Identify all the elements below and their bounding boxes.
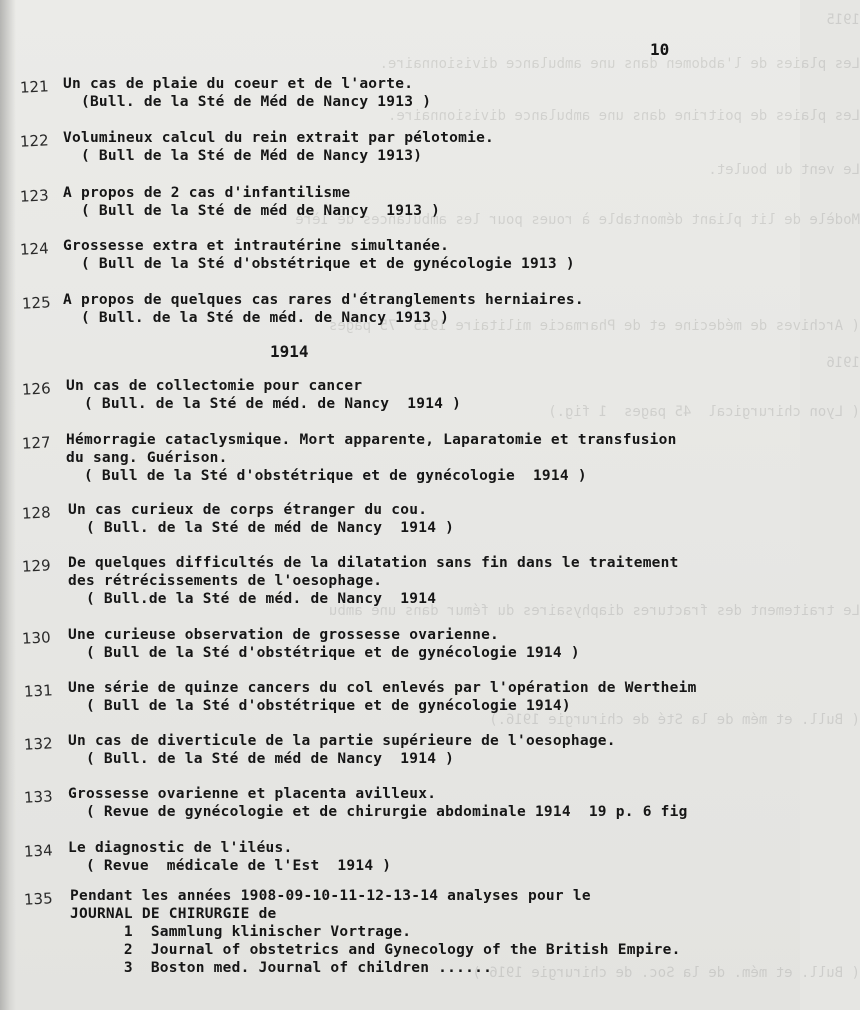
entry-title: A propos de quelques cas rares d'étranglements herniaires. xyxy=(63,292,584,308)
entry-number: 132 xyxy=(23,734,54,754)
bleed-through-text: ( Bull. et mém. de la Soc. de chirurgie 1916 ) xyxy=(472,965,860,981)
entry-title: Pendant les années 1908-09-10-11-12-13-14 analyses pour le xyxy=(70,888,591,904)
entry-line: des rétrécissements de l'oesophage. xyxy=(68,573,383,589)
bleed-through-text: Les plaies de l'abdomen dans une ambulance divisionnaire. xyxy=(379,56,860,72)
entry-number: 127 xyxy=(21,433,52,453)
bleed-through-text: Le traitement des fractures diaphysaires du fémur dans une ambu xyxy=(328,603,860,619)
entry-line: ( Bull. de la Sté de méd. de Nancy 1914 ) xyxy=(66,396,462,412)
entry-title: Une curieuse observation de grossesse ovarienne. xyxy=(68,627,500,643)
bleed-through-text: 1915 xyxy=(826,12,860,28)
entry-number: 123 xyxy=(19,186,50,206)
entry-title: De quelques difficultés de la dilatation sans fin dans le traitement xyxy=(68,555,679,571)
entry-line: 3 Boston med. Journal of children ...... xyxy=(70,960,493,976)
entry-line: ( Revue de gynécologie et de chirurgie abdominale 1914 19 p. 6 fig xyxy=(68,804,688,820)
entry-line: ( Bull. de la Sté de méd. de Nancy 1913 ) xyxy=(63,310,450,326)
entry-line: du sang. Guérison. xyxy=(66,450,228,466)
entry-number: 128 xyxy=(21,503,52,523)
entry-line: ( Bull. de la Sté de méd de Nancy 1914 ) xyxy=(68,751,455,767)
entry-number: 135 xyxy=(23,889,54,909)
entry-title: Un cas de diverticule de la partie supérieure de l'oesophage. xyxy=(68,733,616,749)
entry-line: ( Bull de la Sté d'obstétrique et de gynécologie 1914 ) xyxy=(68,645,580,661)
entry-line: JOURNAL DE CHIRURGIE de xyxy=(70,906,277,922)
entry-number: 133 xyxy=(23,787,54,807)
entry-number: 134 xyxy=(23,841,54,861)
entry-title: Une série de quinze cancers du col enlevés par l'opération de Wertheim xyxy=(68,680,697,696)
entry-line: (Bull. de la Sté de Méd de Nancy 1913 ) xyxy=(63,94,432,110)
entry-line: ( Bull de la Sté de Méd de Nancy 1913) xyxy=(63,148,423,164)
entry-title: A propos de 2 cas d'infantilisme xyxy=(63,185,351,201)
entry-line: ( Bull.de la Sté de méd. de Nancy 1914 xyxy=(68,591,437,607)
entry-number: 121 xyxy=(19,77,50,97)
entry-title: Le diagnostic de l'iléus. xyxy=(68,840,293,856)
entry-line: ( Bull de la Sté d'obstétrique et de gynécologie 1914 ) xyxy=(66,468,587,484)
entry-title: Un cas de collectomie pour cancer xyxy=(66,378,363,394)
bleed-through-text: Les plaies de poitrine dans une ambulance divisionnaire. xyxy=(387,108,860,124)
bleed-through-text: 1916 xyxy=(826,355,860,371)
entry-number: 125 xyxy=(21,293,52,313)
entry-number: 131 xyxy=(23,681,54,701)
entry-number: 129 xyxy=(21,556,52,576)
entry-line: 1 Sammlung klinischer Vortrage. xyxy=(70,924,412,940)
bleed-through-text: ( Archives de médecine et de Pharmacie militaire 1915 75 pages xyxy=(328,318,860,334)
entry-number: 130 xyxy=(21,628,52,648)
entry-number: 122 xyxy=(19,131,50,151)
entry-title: Grossesse extra et intrautérine simultanée. xyxy=(63,238,450,254)
bleed-through-text: ( Lyon chirurgical 45 pages 1 fig.) xyxy=(548,404,860,420)
entry-number: 126 xyxy=(21,379,52,399)
entry-title: Un cas de plaie du coeur et de l'aorte. xyxy=(63,76,414,92)
entry-line: ( Revue médicale de l'Est 1914 ) xyxy=(68,858,392,874)
entry-line: ( Bull de la Sté de méd de Nancy 1913 ) xyxy=(63,203,441,219)
year-heading: 1914 xyxy=(270,342,309,361)
entry-title: Un cas curieux de corps étranger du cou. xyxy=(68,502,428,518)
entry-line: ( Bull. de la Sté de méd de Nancy 1914 ) xyxy=(68,520,455,536)
entry-line: ( Bull de la Sté d'obstétrique et de gynécologie 1913 ) xyxy=(63,256,575,272)
entry-line: 2 Journal of obstetrics and Gynecology of the British Empire. xyxy=(70,942,681,958)
bleed-through-text: Modèle de lit pliant démontable à roues pour les ambulances de 1ère xyxy=(295,212,860,228)
entry-number: 124 xyxy=(19,239,50,259)
page-number: 10 xyxy=(650,40,670,59)
entry-title: Hémorragie cataclysmique. Mort apparente, Laparatomie et transfusion xyxy=(66,432,677,448)
bleed-through-text: Le vent du boulet. xyxy=(708,162,860,178)
entry-title: Volumineux calcul du rein extrait par pélotomie. xyxy=(63,130,495,146)
page-spine-shadow xyxy=(0,0,16,1010)
entry-title: Grossesse ovarienne et placenta avilleux. xyxy=(68,786,437,802)
bleed-through-text: ( Bull. et mém de la Sté de chirurgie 1916.) xyxy=(489,712,860,728)
entry-line: ( Bull de la Sté d'obstétrique et de gynécologie 1914) xyxy=(68,698,571,714)
